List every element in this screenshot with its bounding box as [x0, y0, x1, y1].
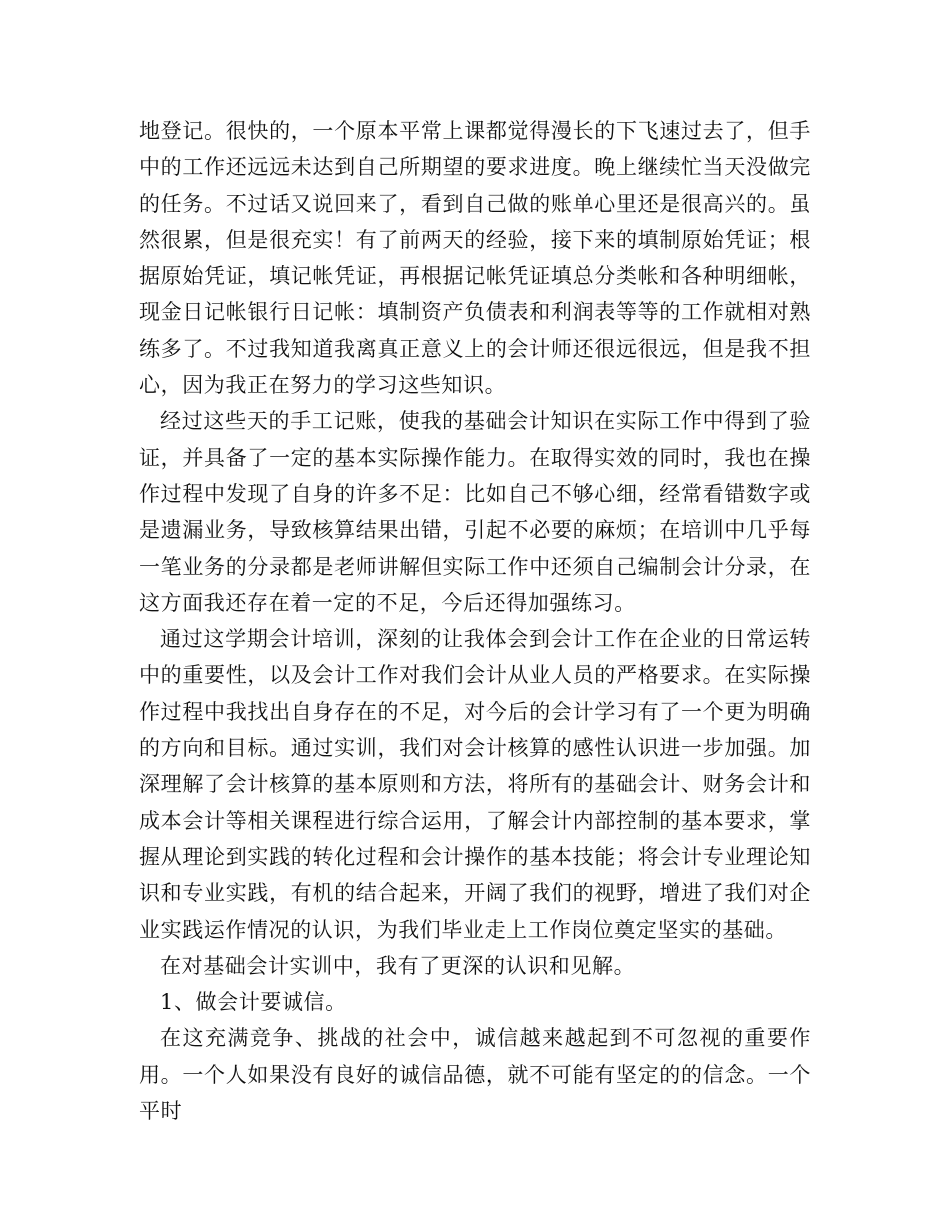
paragraph-3: 通过这学期会计培训，深刻的让我体会到会计工作在企业的日常运转中的重要性，以及会计工作对我们会计从业人员的严格要求。在实际操作过程中我找出自身存在的不足，对今后的会计学习有了一个更为明确的方向和目标。通过实训，我们对会计核算的感性认识进一步加强。加深理解了会计核算的基本原则和方法，将所有的基础会计、财务会计和成本会计等相关课程进行综合运用，了解会计内部控制的基本要求，掌握从理论到实践的转化过程和会计操作的基本技能；将会计专业理论知识和专业实践，有机的结合起来，开阔了我们的视野，增进了我们对企业实践运作情况的认识，为我们毕业走上工作岗位奠定坚实的基础。 [139, 627, 811, 942]
paragraph-2: 经过这些天的手工记账，使我的基础会计知识在实际工作中得到了验证，并具备了一定的基本实际操作能力。在取得实效的同时，我也在操作过程中发现了自身的许多不足：比如自己不够心细，经常看错数字或是遗漏业务，导致核算结果出错，引起不必要的麻烦；在培训中几乎每一笔业务的分录都是老师讲解但实际工作中还须自己编制会计分录，在这方面我还存在着一定的不足，今后还得加强练习。 [139, 409, 811, 615]
paragraph-1: 地登记。很快的，一个原本平常上课都觉得漫长的下飞速过去了，但手中的工作还远远未达到自己所期望的要求进度。晚上继续忙当天没做完的任务。不过话又说回来了，看到自己做的账单心里还是很高兴的。虽然很累，但是很充实！有了前两天的经验，接下来的填制原始凭证；根据原始凭证，填记帐凭证，再根据记帐凭证填总分类帐和各种明细帐，现金日记帐银行日记帐：填制资产负债表和利润表等等的工作就相对熟练多了。不过我知道我离真正意义上的会计师还很远很远，但是我不担心，因为我正在努力的学习这些知识。 [139, 119, 811, 398]
paragraph-4: 在对基础会计实训中，我有了更深的认识和见解。 [160, 953, 636, 978]
body-text [139, 113, 811, 1129]
paragraph-6: 在这充满竞争、挑战的社会中，诚信越来越起到不可忽视的重要作用。一个人如果没有良好的诚信品德，就不可能有坚定的的信念。一个平时 [139, 1026, 811, 1124]
paragraph-5-numbered-heading: 1、做会计要诚信。 [160, 990, 347, 1015]
